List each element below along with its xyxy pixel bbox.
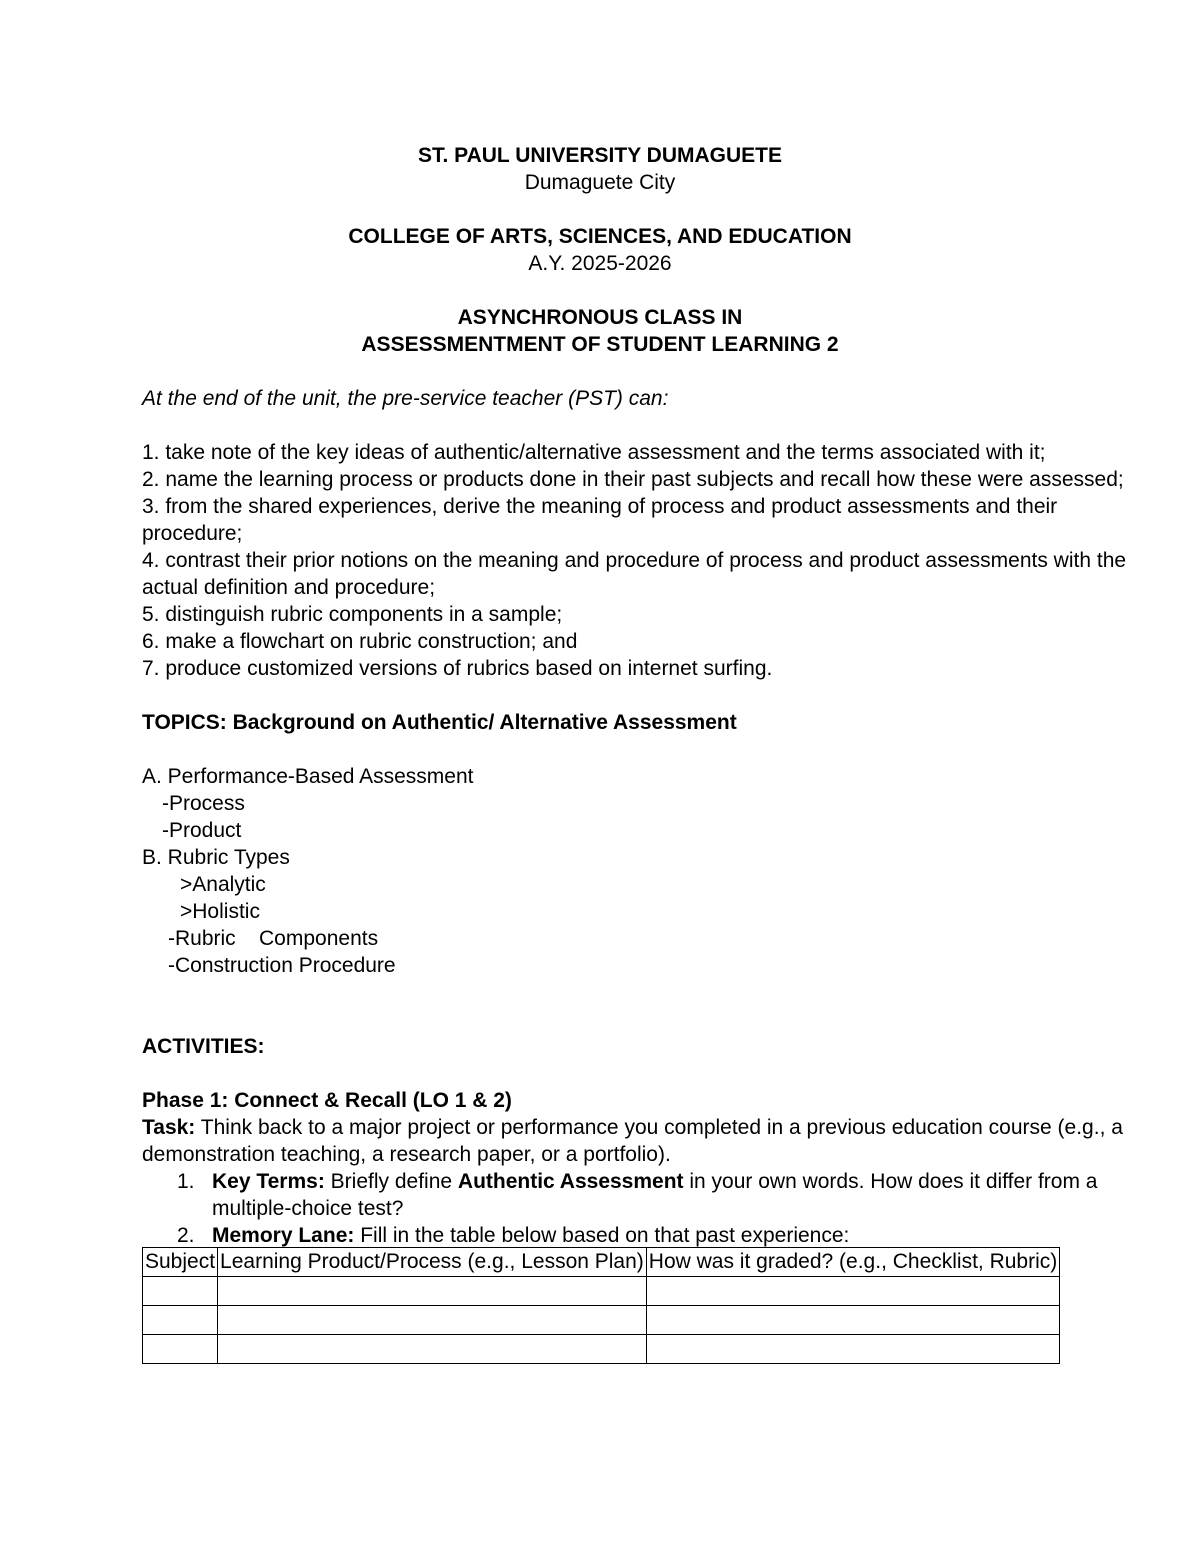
item1-label: Key Terms:: [212, 1170, 325, 1193]
table-row: [143, 1306, 1060, 1335]
task-label: Task:: [142, 1116, 196, 1139]
academic-year: A.Y. 2025-2026: [528, 252, 672, 275]
university-name: ST. PAUL UNIVERSITY DUMAGUETE: [417, 144, 783, 167]
topic-b-sub: >Holistic: [180, 900, 260, 923]
objective-line: 3. from the shared experiences, derive the meaning of process and product assessments and their: [142, 495, 1058, 518]
topic-b-sub: >Analytic: [180, 873, 266, 896]
topic-a-sub: -Process: [162, 792, 245, 815]
table-cell[interactable]: [218, 1306, 647, 1335]
memory-lane-table: [142, 1247, 1060, 1364]
table-cell[interactable]: [218, 1277, 647, 1306]
table-row: [143, 1335, 1060, 1364]
college-name: COLLEGE OF ARTS, SCIENCES, AND EDUCATION: [348, 225, 852, 248]
table-cell[interactable]: [646, 1335, 1060, 1364]
item1-bold-term: Authentic Assessment: [457, 1170, 684, 1193]
objective-line: 2. name the learning process or products done in their past subjects and recall how these were assessed;: [142, 468, 1124, 491]
table-header-row: [143, 1248, 1060, 1277]
objective-line: 4. contrast their prior notions on the meaning and procedure of process and product assessments with the: [142, 549, 1127, 572]
item2-label: Memory Lane:: [212, 1224, 355, 1247]
table-cell[interactable]: [646, 1277, 1060, 1306]
objective-line: actual definition and procedure;: [142, 576, 436, 599]
task-text: Think back to a major project or performance you completed in a previous education course (e.g., a: [195, 1116, 1123, 1139]
table-header-cell: How was it graded? (e.g., Checklist, Rubric): [646, 1248, 1060, 1277]
phase1-title: Phase 1: Connect & Recall (LO 1 & 2): [142, 1089, 512, 1112]
item1-text-c: multiple-choice test?: [212, 1197, 404, 1220]
item2-number: 2.: [177, 1224, 195, 1247]
table-row: [143, 1277, 1060, 1306]
table-cell[interactable]: [143, 1277, 218, 1306]
task-paragraph: [142, 1116, 1123, 1140]
topic-a-sub: -Product: [162, 819, 242, 842]
task-text-cont: demonstration teaching, a research paper, or a portfolio).: [142, 1143, 671, 1166]
item1-text-b: in your own words. How does it differ from a: [683, 1170, 1098, 1193]
city-name: Dumaguete City: [524, 171, 676, 194]
class-title-line2: ASSESSMENTMENT OF STUDENT LEARNING 2: [361, 333, 839, 356]
class-title-line1: ASYNCHRONOUS CLASS IN: [457, 306, 743, 329]
item1-line: [212, 1170, 1097, 1194]
topic-b-sub: -Rubric Components: [168, 927, 379, 950]
table-cell[interactable]: [646, 1306, 1060, 1335]
item1-text-a: Briefly define: [324, 1170, 458, 1193]
objective-line: 7. produce customized versions of rubrics based on internet surfing.: [142, 657, 773, 680]
topics-heading: TOPICS: Background on Authentic/ Alternative Assessment: [142, 711, 737, 734]
table-cell[interactable]: [143, 1335, 218, 1364]
table-cell[interactable]: [143, 1306, 218, 1335]
topic-a: A. Performance-Based Assessment: [142, 765, 474, 788]
objectives-intro: At the end of the unit, the pre-service teacher (PST) can:: [142, 387, 669, 410]
table-header-cell: Subject: [143, 1248, 218, 1277]
item2-text: Fill in the table below based on that past experience:: [354, 1224, 850, 1247]
item1-number: 1.: [177, 1170, 195, 1193]
item2-line: [212, 1224, 849, 1248]
table-header-cell: Learning Product/Process (e.g., Lesson Plan): [218, 1248, 647, 1277]
objective-line: 1. take note of the key ideas of authentic/alternative assessment and the terms associated with it;: [142, 441, 1046, 464]
topic-b-sub: -Construction Procedure: [168, 954, 396, 977]
topic-b: B. Rubric Types: [142, 846, 290, 869]
table-cell[interactable]: [218, 1335, 647, 1364]
objective-line: 6. make a flowchart on rubric construction; and: [142, 630, 578, 653]
activities-heading: ACTIVITIES:: [142, 1035, 265, 1058]
objective-line: procedure;: [142, 522, 243, 545]
objective-line: 5. distinguish rubric components in a sample;: [142, 603, 563, 626]
